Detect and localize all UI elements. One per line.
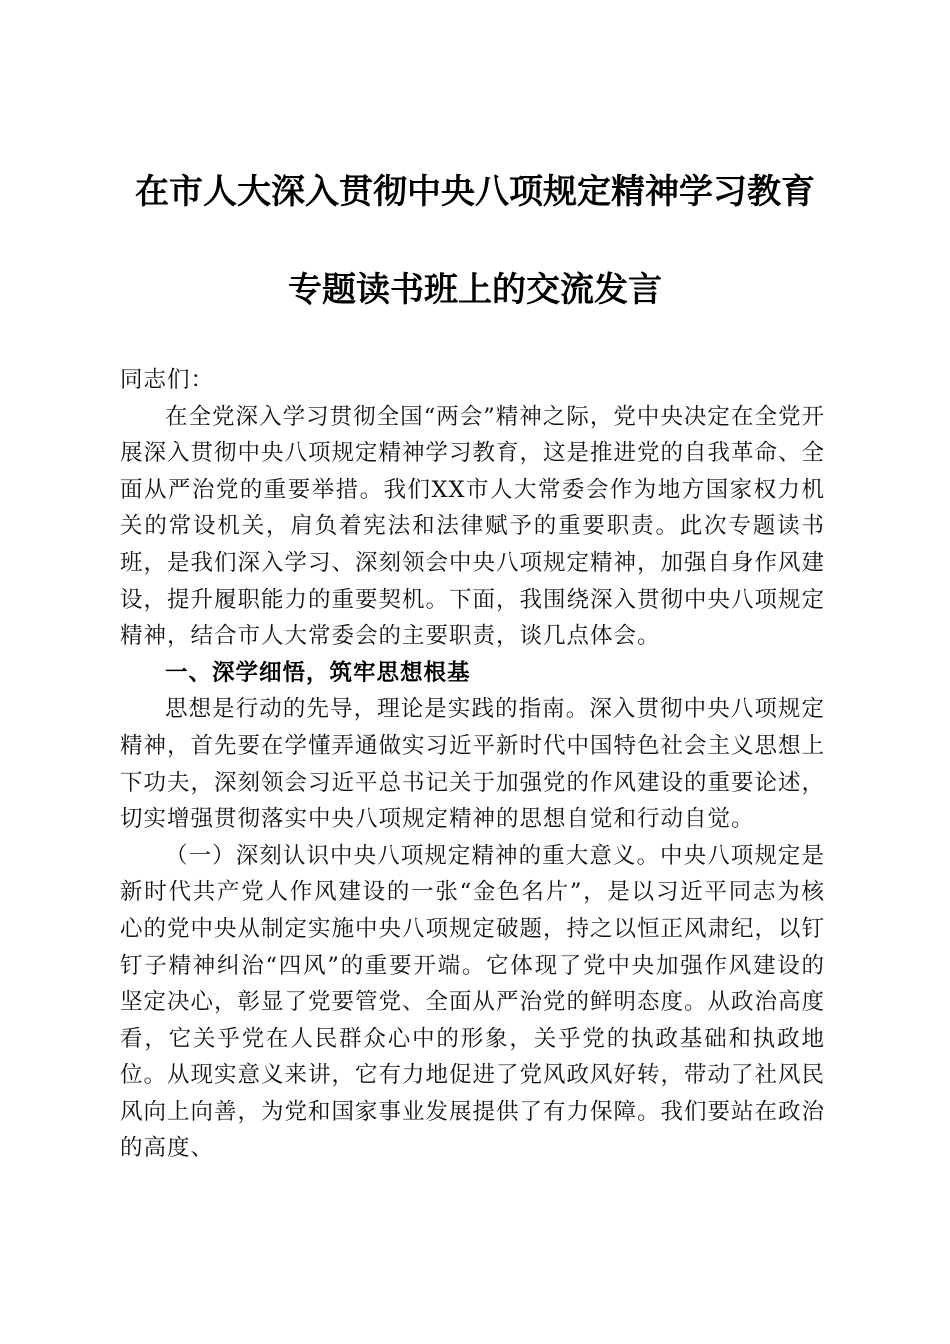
paragraph-subsection-1: （一）深刻认识中央八项规定精神的重大意义。中央八项规定是新时代共产党人作风建设的一张“金色名片”，是以习近平同志为核心的党中央从制定实施中央八项规定破题，持之以恒正风肃纪，以钉钉子精神纠治“四风”的重要开端。它体现了党中央加强作风建设的坚定决心，彰显了党要管党、全面从严治党的鲜明态度。从政治高度看，它关乎党在人民群众心中的形象，关乎党的执政基础和执政地位。从现实意义来讲，它有力地促进了党风政风好转，带动了社风民风向上向善，为党和国家事业发展提供了有力保障。我们要站在政治的高度、 bbox=[120, 842, 826, 1162]
paragraph-intro: 在全党深入学习贯彻全国“两会”精神之际，党中央决定在全党开展深入贯彻中央八项规定精神学习教育，这是推进党的自我革命、全面从严治党的重要举措。我们XX市人大常委会作为地方国家权力机关的常设机关，肩负着宪法和法律赋予的重要职责。此次专题读书班，是我们深入学习、深刻领会中央八项规定精神，加强自身作风建设，提升履职能力的重要契机。下面，我围绕深入贯彻中央八项规定精神，结合市人大常委会的主要职责，谈几点体会。 bbox=[120, 403, 826, 650]
salutation: 同志们： bbox=[120, 367, 215, 393]
document-body bbox=[120, 362, 825, 1167]
section-heading-1: 一、深学细悟，筑牢思想根基 bbox=[165, 659, 471, 686]
document-title-line-1: 在市人大深入贯彻中央八项规定精神学习教育 bbox=[135, 172, 815, 212]
paragraph-section1-intro: 思想是行动的先导，理论是实践的指南。深入贯彻中央八项规定精神，首先要在学懂弄通做实习近平新时代中国特色社会主义思想上下功夫，深刻领会习近平总书记关于加强党的作风建设的重要论述，切实增强贯彻落实中央八项规定精神的思想自觉和行动自觉。 bbox=[120, 696, 826, 833]
document-title-line-2: 专题读书班上的交流发言 bbox=[288, 270, 662, 310]
